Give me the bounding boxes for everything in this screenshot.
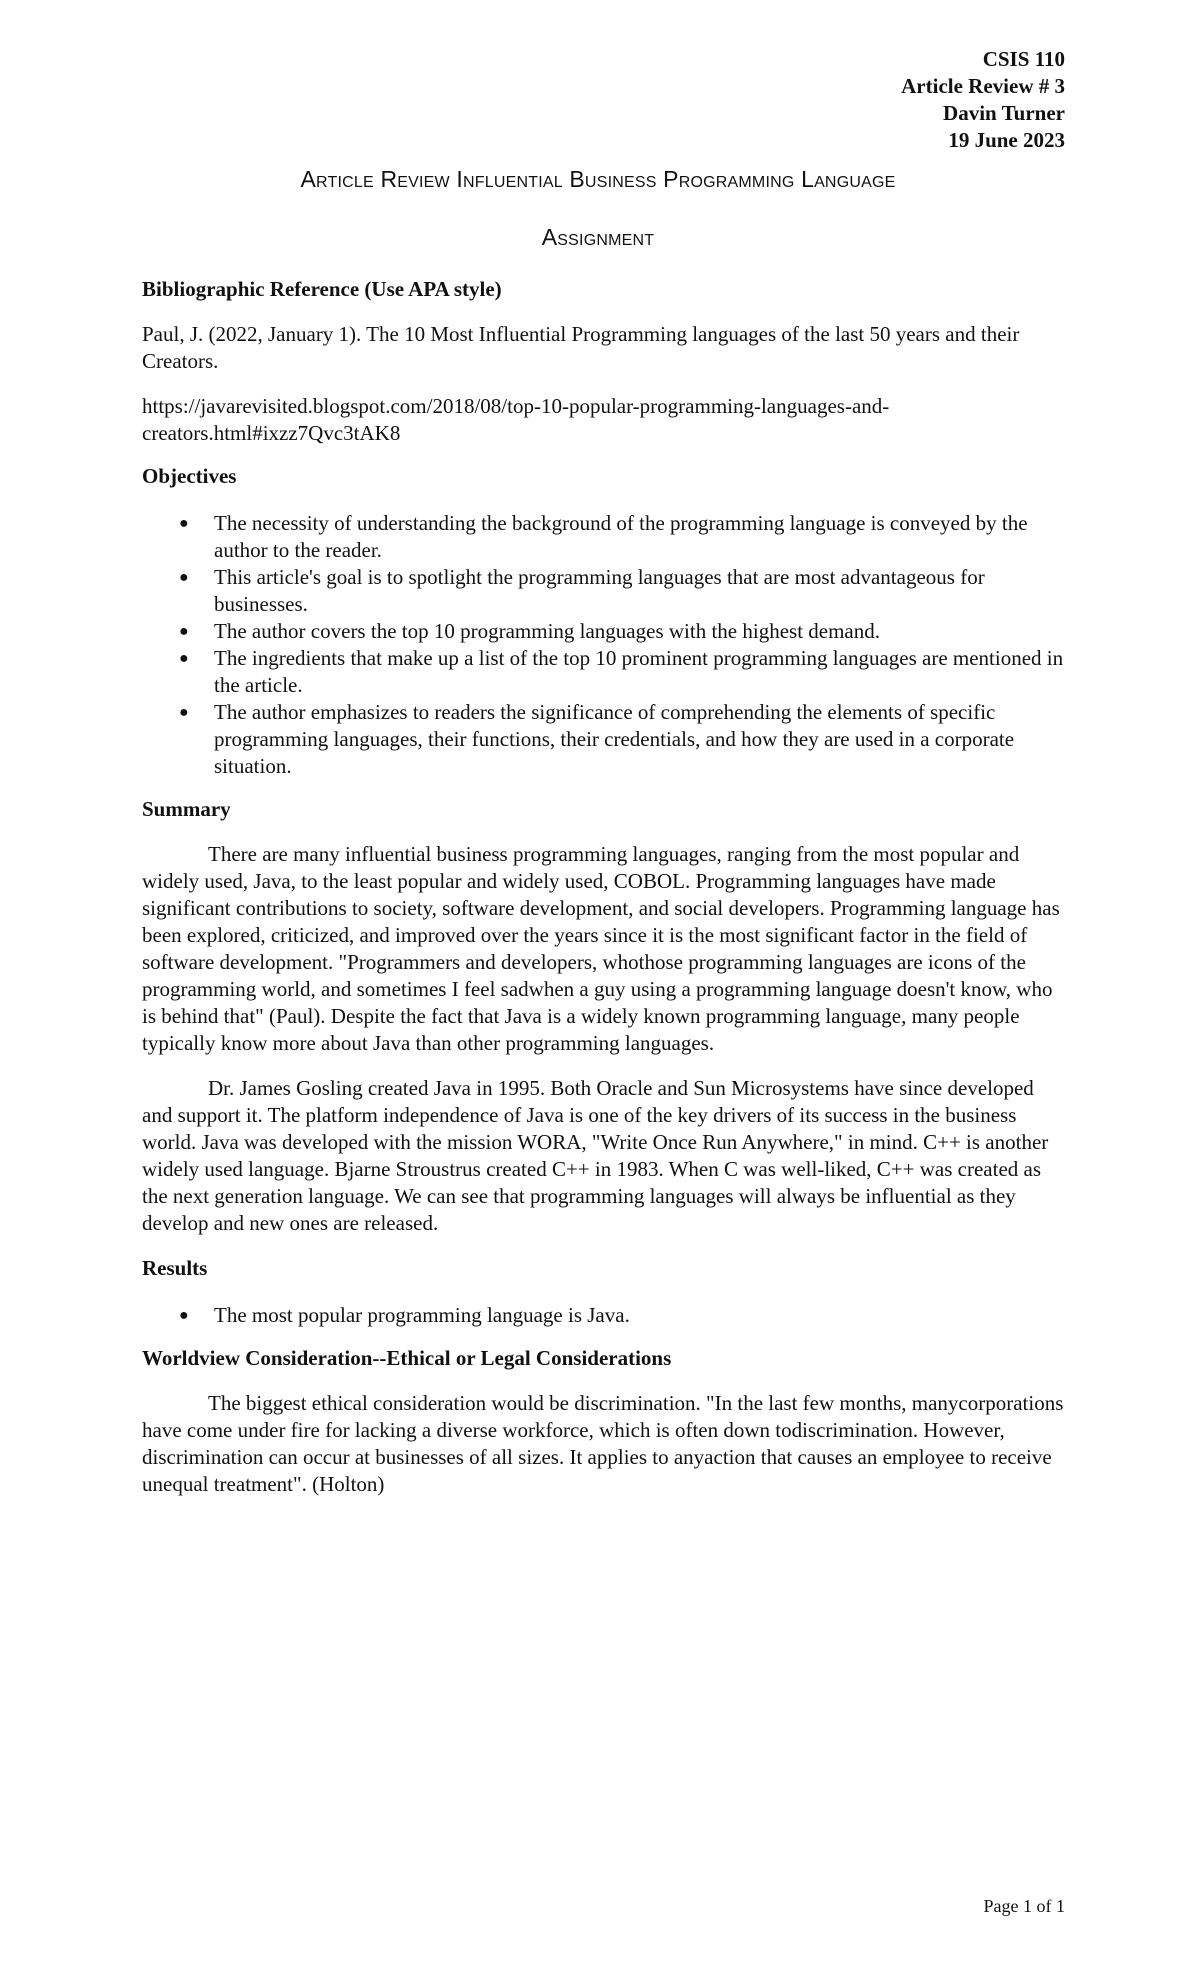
bullet-icon: ●	[179, 623, 189, 640]
bullet-icon: ●	[179, 704, 189, 721]
summary-paragraph-2: Dr. James Gosling created Java in 1995. Both Oracle and Sun Microsystems have since developed and support it. The platform independence of Java is one of the key drivers of its success in the business world. Java was developed with the mission WORA, "Write Once Run Anywhere," in mind. C++ is another widely used language. Bjarne Stroustrus created C++ in 1983. When C was well-liked, C++ was created as the next generation language. We can see that programming languages will always be influential as they develop and new ones are released.	[142, 1076, 1049, 1235]
worldview-paragraph: The biggest ethical consideration would be discrimination. "In the last few months, manycorporations have come under fire for lacking a diverse workforce, which is often down todiscrimination. However, discrimination can occur at businesses of all sizes. It applies to anyaction that causes an employee to receive unequal treatment". (Holton)	[142, 1391, 1064, 1496]
header-block	[901, 46, 1065, 154]
list-item: ● The author emphasizes to readers the significance of comprehending the elements of specific programming languages, their functions, their credentials, and how they are used in a corporate situation.	[179, 700, 1015, 778]
list-item: ● The author covers the top 10 programming languages with the highest demand.	[179, 619, 881, 643]
list-item: ● The most popular programming language is Java.	[179, 1303, 630, 1327]
list-item: ● This article's goal is to spotlight the programming languages that are most advantageous for businesses.	[179, 565, 985, 616]
list-item: ● The ingredients that make up a list of the top 10 prominent programming languages are mentioned in the article.	[179, 646, 1064, 697]
worldview-heading: Worldview Consideration--Ethical or Legal Considerations	[142, 1346, 672, 1370]
bullet-icon: ●	[179, 569, 189, 586]
course-code: CSIS 110	[982, 47, 1065, 71]
page-number: Page 1 of 1	[983, 1896, 1065, 1916]
results-list	[142, 1302, 1067, 1329]
bullet-icon: ●	[179, 515, 189, 532]
title-line-1: Article Review Influential Business Programming Language	[300, 166, 896, 192]
bibliography-citation: Paul, J. (2022, January 1). The 10 Most Influential Programming languages of the last 50 years and their Creators.	[142, 322, 1020, 373]
document-body	[142, 276, 1067, 1498]
objectives-list	[142, 510, 1067, 780]
author-name: Davin Turner	[943, 101, 1065, 125]
bibliography-heading: Bibliographic Reference (Use APA style)	[142, 277, 502, 301]
summary-paragraph-1: There are many influential business programming languages, ranging from the most popular and widely used, Java, to the least popular and widely used, COBOL. Programming languages have made significant contributions to society, software development, and social developers. Programming language has been explored, criticized, and improved over the years since it is the most significant factor in the field of software development. "Programmers and developers, whothose programming languages are icons of the programming world, and sometimes I feel sadwhen a guy using a programming language doesn't know, who is behind that" (Paul). Despite the fact that Java is a widely known programming language, many people typically know more about Java than other programming languages.	[142, 842, 1060, 1055]
bullet-icon: ●	[179, 1307, 189, 1324]
results-heading: Results	[142, 1256, 208, 1280]
objectives-heading: Objectives	[142, 464, 237, 488]
list-item: ● The necessity of understanding the background of the programming language is conveyed by the author to the reader.	[179, 511, 1028, 562]
bullet-icon: ●	[179, 650, 189, 667]
title-line-2: Assignment	[541, 224, 655, 250]
document-title	[140, 150, 1056, 266]
summary-heading: Summary	[142, 797, 231, 821]
bibliography-url: https://javarevisited.blogspot.com/2018/08/top-10-popular-programming-languages-and-creators.html#ixzz7Qvc3tAK8	[142, 394, 890, 445]
assignment-number: Article Review # 3	[901, 74, 1065, 98]
document-date: 19 June 2023	[948, 128, 1065, 152]
